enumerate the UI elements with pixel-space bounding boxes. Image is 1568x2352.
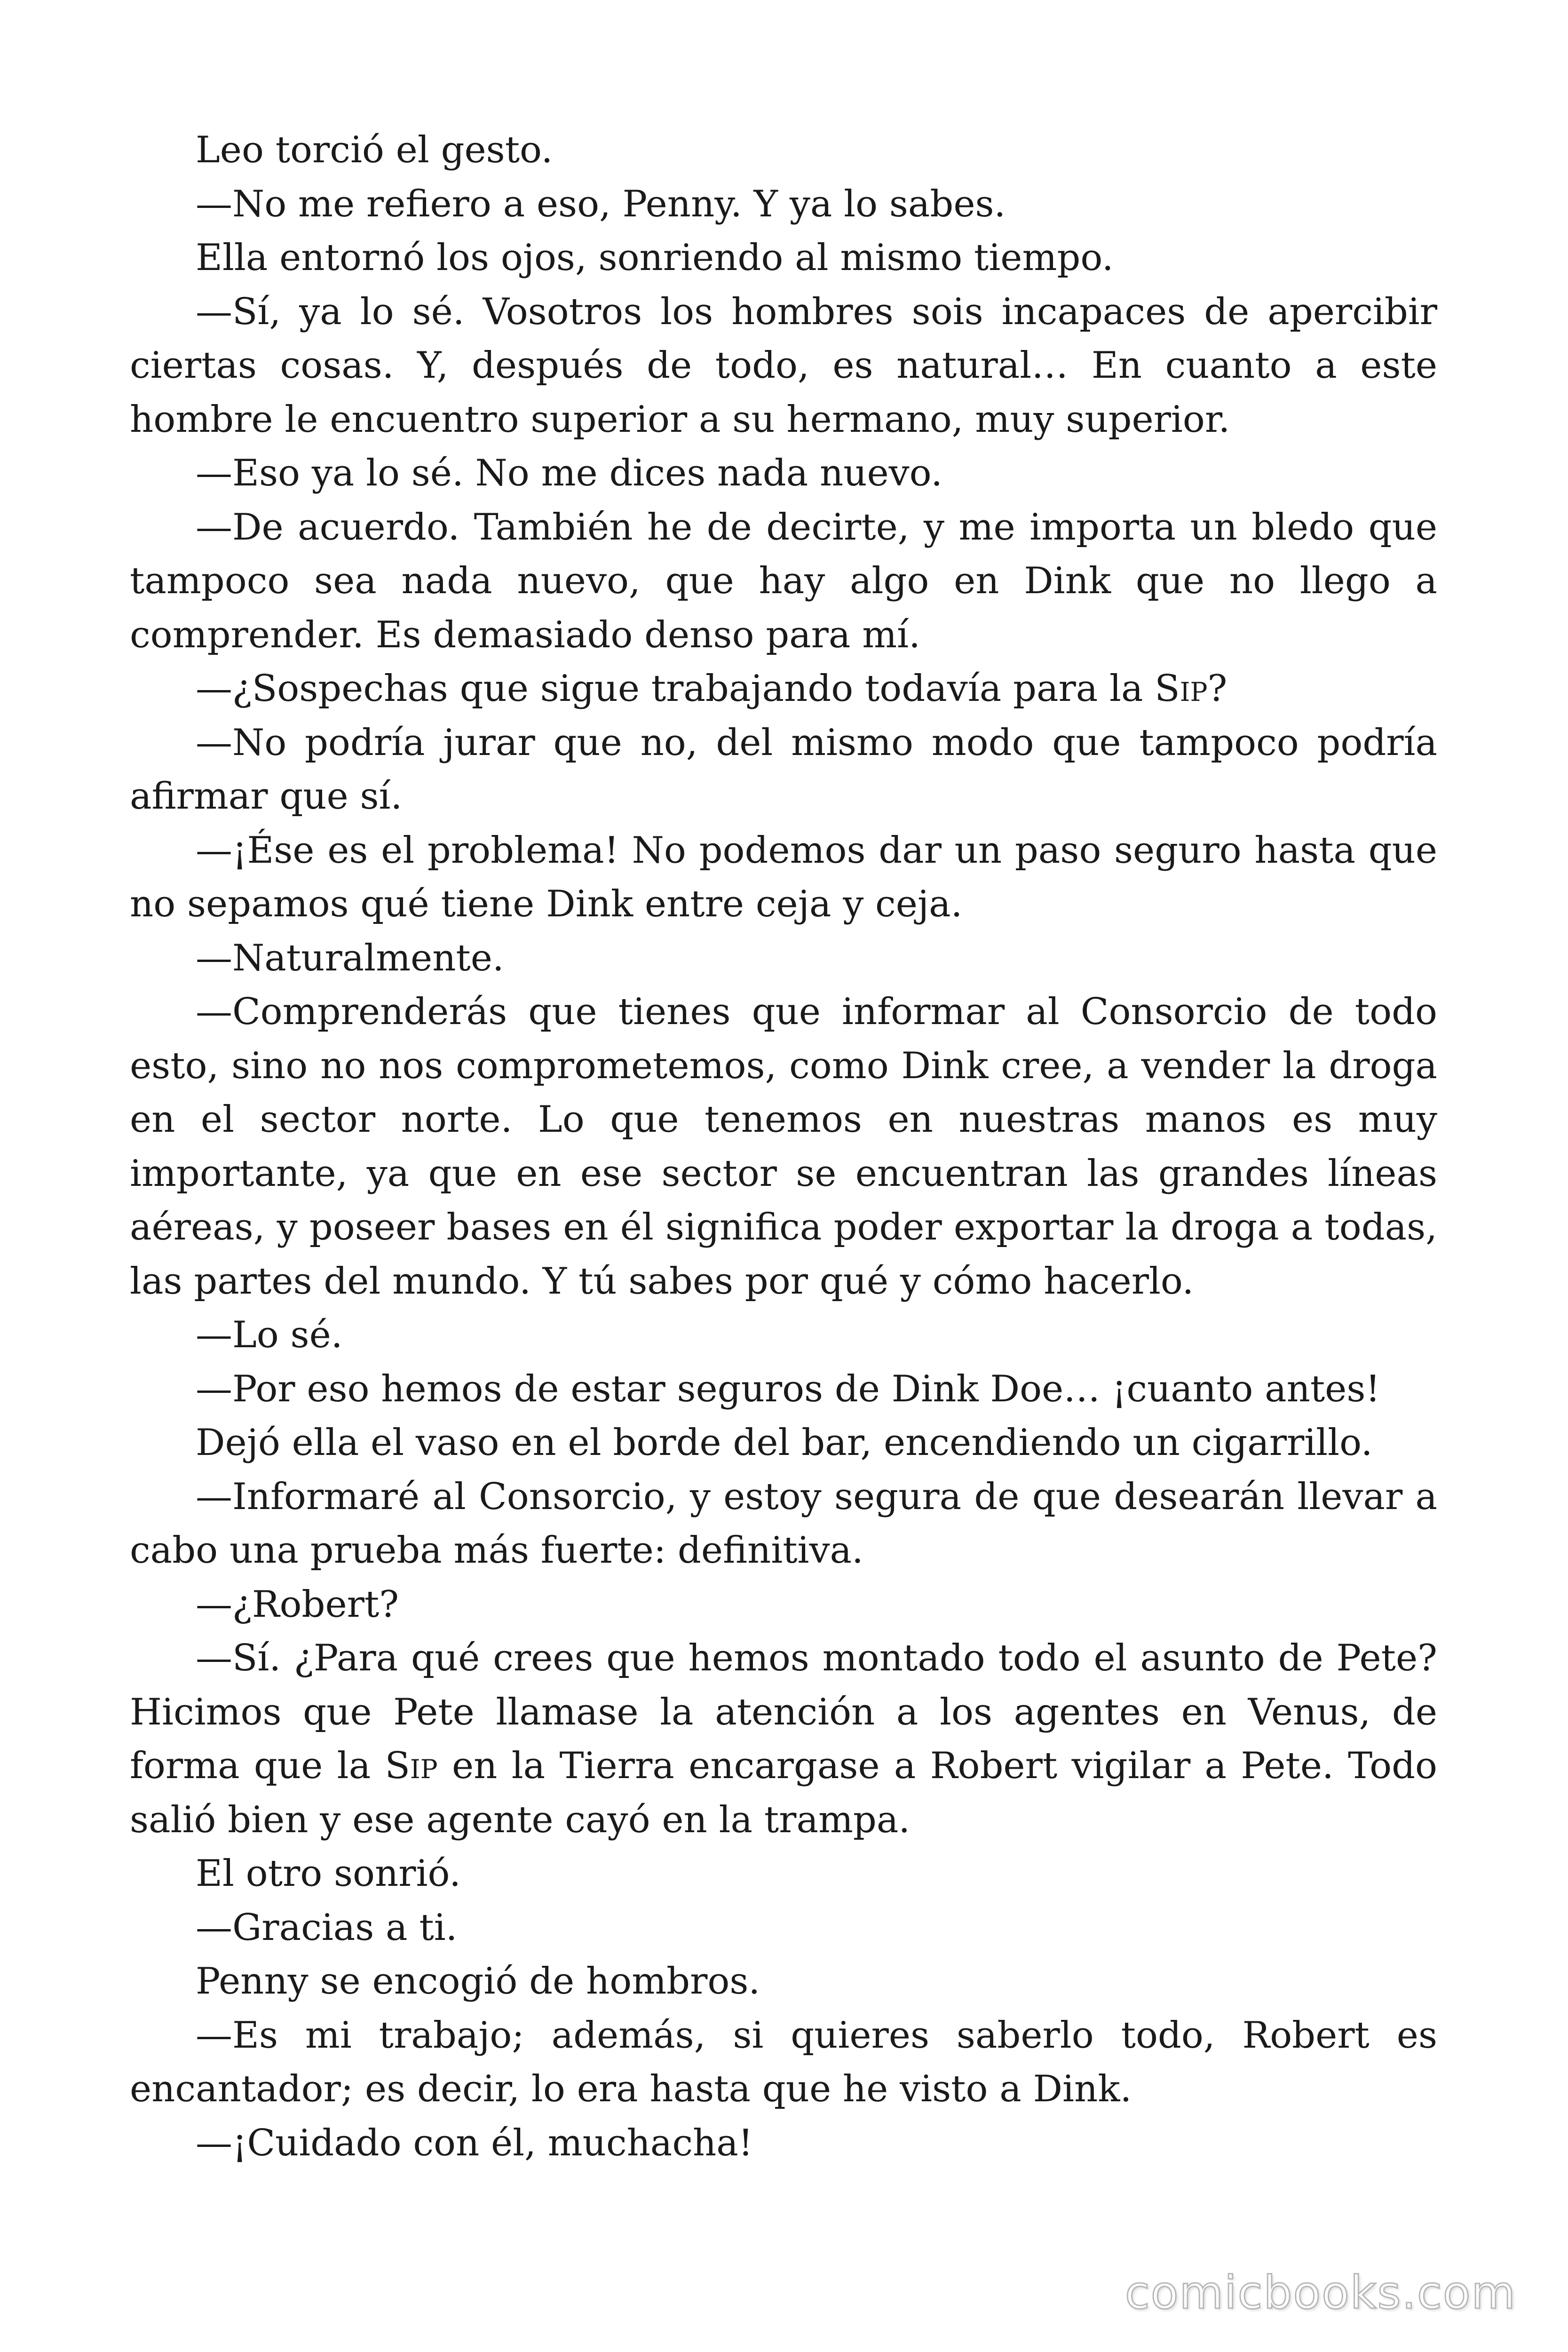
paragraph-text: —Naturalmente.: [196, 937, 504, 979]
paragraph-text: —No me refiero a eso, Penny. Y ya lo sabes.: [196, 183, 1006, 225]
paragraph: [130, 1362, 1437, 1416]
paragraph: [130, 1955, 1437, 2009]
watermark-logo: comicbooks.com: [1125, 2266, 1516, 2319]
small-caps-text: Sip: [385, 1745, 438, 1787]
paragraph-text: Ella entornó los ojos, sonriendo al mismo tiempo.: [196, 237, 1114, 279]
paragraph: [130, 716, 1437, 824]
paragraph: [130, 1578, 1437, 1632]
paragraph-text: —¿Robert?: [196, 1583, 399, 1626]
paragraph: [130, 1631, 1437, 1847]
paragraph-text: Leo torció el gesto.: [196, 129, 553, 171]
paragraph: [130, 2009, 1437, 2116]
paragraph: [130, 285, 1437, 447]
paragraph-text: —Por eso hemos de estar seguros de Dink Doe… ¡cuanto antes!: [196, 1367, 1380, 1410]
page-body-text: [130, 123, 1437, 2170]
paragraph-text: Dejó ella el vaso en el borde del bar, encendiendo un cigarrillo.: [196, 1422, 1373, 1464]
paragraph: [130, 123, 1437, 177]
paragraph: [130, 931, 1437, 985]
paragraph: [130, 1308, 1437, 1362]
paragraph-text: —Lo sé.: [196, 1314, 343, 1356]
paragraph-text: —Gracias a ti.: [196, 1906, 458, 1949]
paragraph: [130, 1901, 1437, 1955]
paragraph-text: —Sí. ¿Para qué crees que hemos montado todo el asunto de Pete? Hicimos que Pete llamase la atención a los agentes en Venus, de forma que la: [130, 1637, 1437, 1787]
paragraph-text: —De acuerdo. También he de decirte, y me importa un bledo que tampoco sea nada nuevo, que hay algo en Dink que no llego a comprender. Es demasiado denso para mí.: [130, 506, 1437, 656]
paragraph-text: —¡Cuidado con él, muchacha!: [196, 2122, 753, 2164]
paragraph-text: —¿Sospechas que sigue trabajando todavía para la: [196, 667, 1155, 710]
paragraph-text: Penny se encogió de hombros.: [196, 1960, 760, 2002]
paragraph: [130, 501, 1437, 662]
small-caps-text: Sip: [1155, 667, 1208, 710]
paragraph-text: —Eso ya lo sé. No me dices nada nuevo.: [196, 452, 943, 494]
paragraph: [130, 985, 1437, 1308]
paragraph-text: ?: [1207, 667, 1227, 710]
paragraph: [130, 231, 1437, 285]
paragraph-text: El otro sonrió.: [196, 1852, 461, 1895]
paragraph-text: en la Tierra encargase a Robert vigilar a Pete. Todo salió bien y ese agente cayó en la trampa.: [130, 1745, 1438, 1841]
paragraph: [130, 1847, 1437, 1901]
paragraph-text: —No podría jurar que no, del mismo modo que tampoco podría afirmar que sí.: [130, 721, 1437, 818]
paragraph-text: —¡Ése es el problema! No podemos dar un paso seguro hasta que no sepamos qué tiene Dink entre ceja y ceja.: [130, 829, 1437, 925]
paragraph: [130, 446, 1437, 501]
paragraph-text: —Es mi trabajo; además, si quieres saberlo todo, Robert es encantador; es decir, lo era hasta que he visto a Dink.: [130, 2014, 1437, 2110]
paragraph: [130, 824, 1437, 931]
paragraph: [130, 2116, 1437, 2170]
paragraph-text: —Informaré al Consorcio, y estoy segura de que desearán llevar a cabo una prueba más fuerte: definitiva.: [130, 1475, 1437, 1572]
paragraph: [130, 662, 1437, 716]
paragraph-text: —Comprenderás que tienes que informar al Consorcio de todo esto, sino no nos comprometemos, como Dink cree, a vender la droga en el sector norte. Lo que tenemos en nuestras manos es muy importante, ya que en ese sector se encuentran las grandes líneas aéreas, y poseer bases en él significa poder exportar la droga a todas, las partes del mundo. Y tú sabes por qué y cómo hacerlo.: [130, 991, 1437, 1303]
paragraph-text: —Sí, ya lo sé. Vosotros los hombres sois incapaces de apercibir ciertas cosas. Y, después de todo, es natural… En cuanto a este hombre le encuentro superior a su hermano, muy superior.: [130, 290, 1437, 441]
paragraph: [130, 1470, 1437, 1578]
paragraph: [130, 177, 1437, 231]
paragraph: [130, 1416, 1437, 1470]
